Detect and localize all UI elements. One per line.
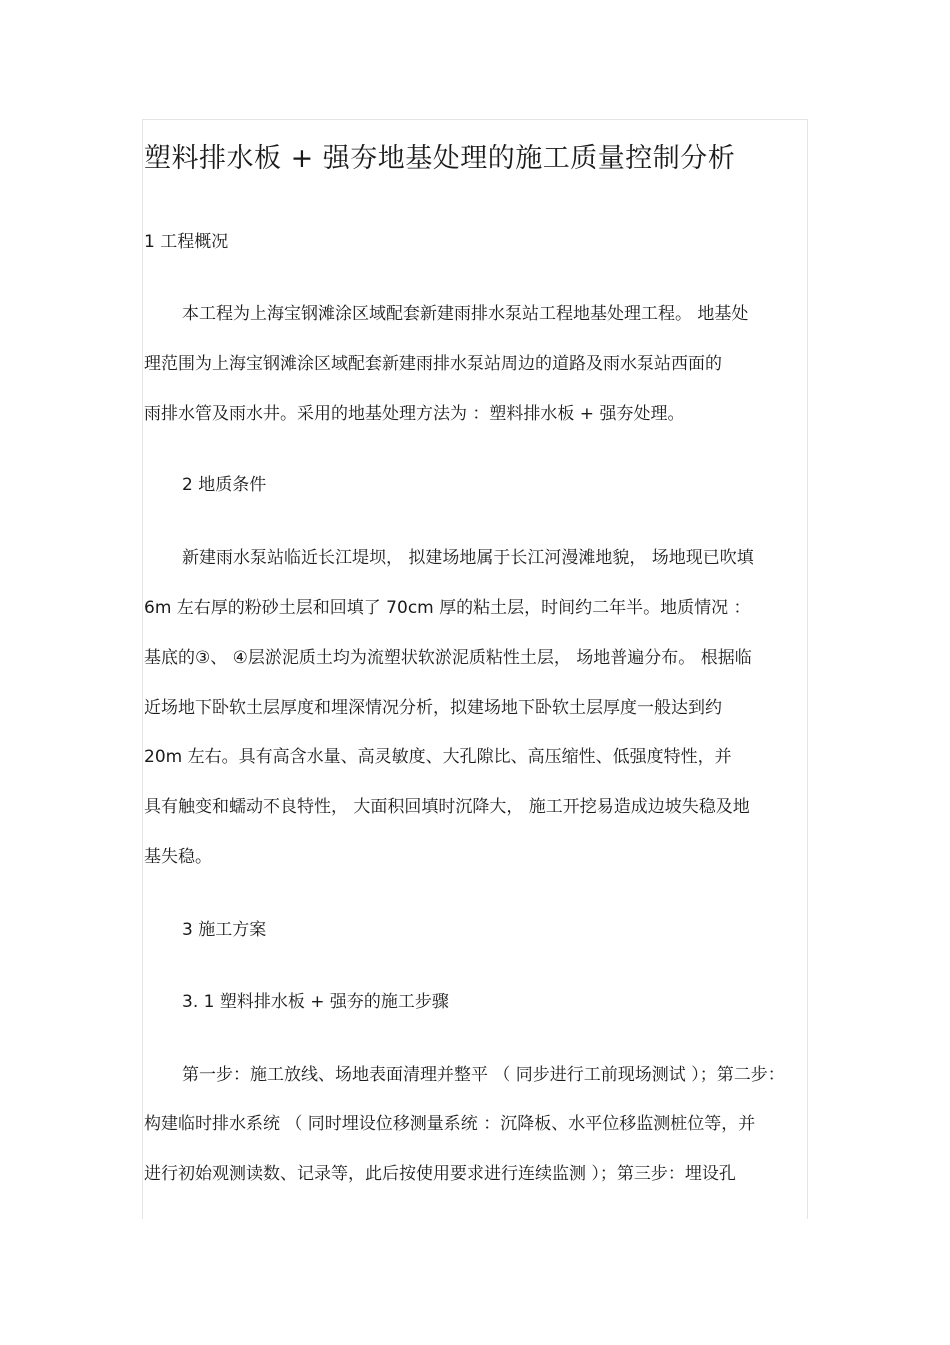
paragraph-line: 20m 左右。具有高含水量、高灵敏度、大孔隙比、高压缩性、低强度特性，并 xyxy=(144,747,732,767)
paragraph-line: 雨排水管及雨水井。采用的地基处理方法为 ：塑料排水板 + 强夯处理。 xyxy=(144,404,685,424)
paragraph-line: 进行初始观测读数、记录等，此后按使用要求进行连续监测 ）；第三步：埋设孔 xyxy=(144,1164,736,1184)
paragraph-line: 构建临时排水系统 （ 同时埋设位移测量系统 ：沉降板、水平位移监测桩位等，并 xyxy=(144,1114,756,1134)
paragraph-line: 新建雨水泵站临近长江堤坝， 拟建场地属于长江河漫滩地貌， 场地现已吹填 xyxy=(182,548,754,568)
section-3-1-subheading: 3. 1 塑料排水板 + 强夯的施工步骤 xyxy=(182,992,449,1012)
paragraph-line: 理范围为上海宝钢滩涂区域配套新建雨排水泵站周边的道路及雨水泵站西面的 xyxy=(144,354,722,374)
section-3-heading: 3 施工方案 xyxy=(182,920,267,940)
document-title: 塑料排水板 + 强夯地基处理的施工质量控制分析 xyxy=(144,143,736,174)
paragraph-line: 近场地下卧软土层厚度和埋深情况分析，拟建场地下卧软土层厚度一般达到约 xyxy=(144,698,722,718)
section-2-heading: 2 地质条件 xyxy=(182,475,267,495)
paragraph-line: 基失稳。 xyxy=(144,847,212,867)
paragraph-line: 基底的③、 ④层淤泥质土均为流塑状软淤泥质粘性土层， 场地普遍分布。 根据临 xyxy=(144,648,752,668)
section-1-heading: 1 工程概况 xyxy=(144,232,229,252)
paragraph-line: 第一步：施工放线、场地表面清理并整平 （ 同步进行工前现场测试 ）；第二步： xyxy=(182,1065,785,1085)
paragraph-line: 具有触变和蠕动不良特性， 大面积回填时沉降大， 施工开挖易造成边坡失稳及地 xyxy=(144,797,750,817)
paragraph-line: 本工程为上海宝钢滩涂区域配套新建雨排水泵站工程地基处理工程。 地基处 xyxy=(182,304,749,324)
paragraph-line: 6m 左右厚的粉砂土层和回填了 70cm 厚的粘土层，时间约二年半。地质情况 ： xyxy=(144,598,751,618)
